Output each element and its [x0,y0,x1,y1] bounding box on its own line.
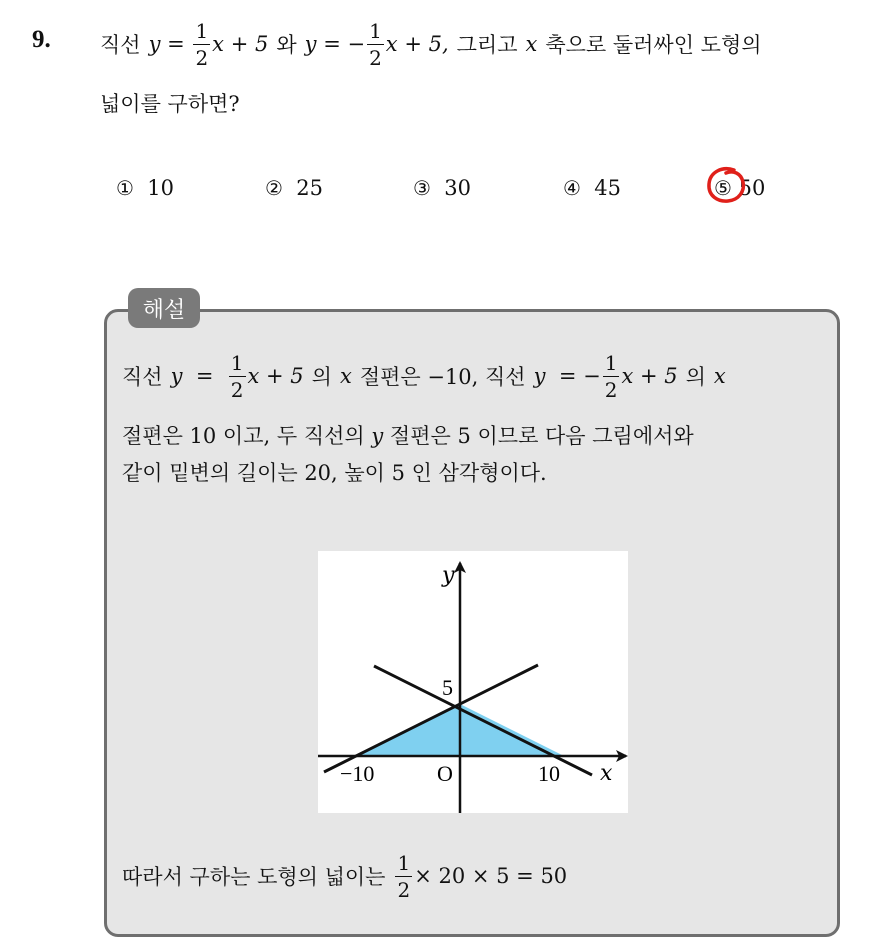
fraction-denominator: 2 [604,377,618,402]
solution-line3: 같이 밑변의 길이는 20, 높이 5 인 삼각형이다. [122,461,547,485]
coordinate-graph [318,551,628,813]
question-word: 직선 [100,33,141,57]
math-var-y: y [371,424,384,448]
fraction-denominator: 2 [230,377,244,402]
question-word: 와 [276,33,297,57]
fraction [603,350,620,402]
solution-tag: 해설 [128,288,200,328]
fraction-denominator: 2 [397,877,411,902]
fraction-denominator: 2 [195,45,209,70]
choice-number: ④ [563,176,581,200]
choice-value: 25 [296,176,324,200]
math-var-y: y [533,364,546,388]
choice-number: ② [265,176,283,200]
fraction-numerator: 1 [397,850,411,875]
fraction-numerator: 1 [195,18,209,43]
fraction [193,18,210,70]
math-expression: x + 5 [621,364,678,388]
choice-number: ① [116,176,134,200]
choice-2[interactable] [265,176,323,200]
pos-intercept-label: 10 [538,761,560,786]
math-expression: x + 5 [212,32,269,56]
y-axis-label: y [442,563,455,588]
math-var-y: y [148,32,161,56]
question-number: 9. [32,26,51,53]
solution-word: 의 [685,365,706,389]
choice-4[interactable] [563,176,621,200]
solution-word: 직선 [122,365,163,389]
math-equals: = − [323,32,366,56]
math-equals: = [167,32,185,56]
solution-word: 절편은 5 이므로 다음 그림에서와 [389,424,694,448]
math-var-x: x [713,364,726,388]
choice-number: ③ [413,176,431,200]
choice-value: 50 [738,176,766,200]
fraction-denominator: 2 [369,45,382,70]
origin-label: O [437,761,453,786]
math-var-y: y [170,364,183,388]
choice-value: 30 [444,176,472,200]
math-var-x: x [339,364,352,388]
neg-intercept-label: −10 [340,761,375,786]
solution-final-line [122,848,567,904]
math-equals: = [195,364,214,388]
question-text-line2: 넓이를 구하면? [100,92,240,116]
math-var-x: x [525,32,538,56]
math-expression: x + 5 [247,364,304,388]
math-equals: = − [558,364,601,388]
fraction [229,350,246,402]
choice-value: 45 [594,176,622,200]
math-expression: × 20 × 5 = 50 [414,864,568,888]
x-axis-label: x [600,761,613,786]
solution-word: 절편은 −10, 직선 [359,365,526,389]
fraction-numerator: 1 [230,350,244,375]
math-expression: x + 5, [385,32,449,56]
line-negative-slope [374,666,592,775]
choice-number: ⑤ [714,176,732,200]
question-word: 그리고 [456,33,518,57]
fraction-numerator: 1 [369,18,382,43]
math-var-y: y [304,32,317,56]
solution-line2 [122,420,694,450]
fraction-numerator: 1 [604,350,618,375]
choice-value: 10 [147,176,175,200]
solution-word: 의 [311,365,332,389]
question-word: 축으로 둘러싸인 도형의 [545,33,762,57]
choice-1[interactable] [116,176,174,200]
solution-word: 따라서 구하는 도형의 넓이는 [122,865,386,889]
fraction [395,850,412,902]
y-intercept-label: 5 [442,675,453,700]
solution-word: 절편은 10 이고, 두 직선의 [122,424,365,448]
question-text-line1 [100,14,762,74]
choice-3[interactable] [413,176,471,200]
solution-line1 [122,348,726,404]
answer-mark-circle [704,164,750,206]
fraction [367,18,384,70]
